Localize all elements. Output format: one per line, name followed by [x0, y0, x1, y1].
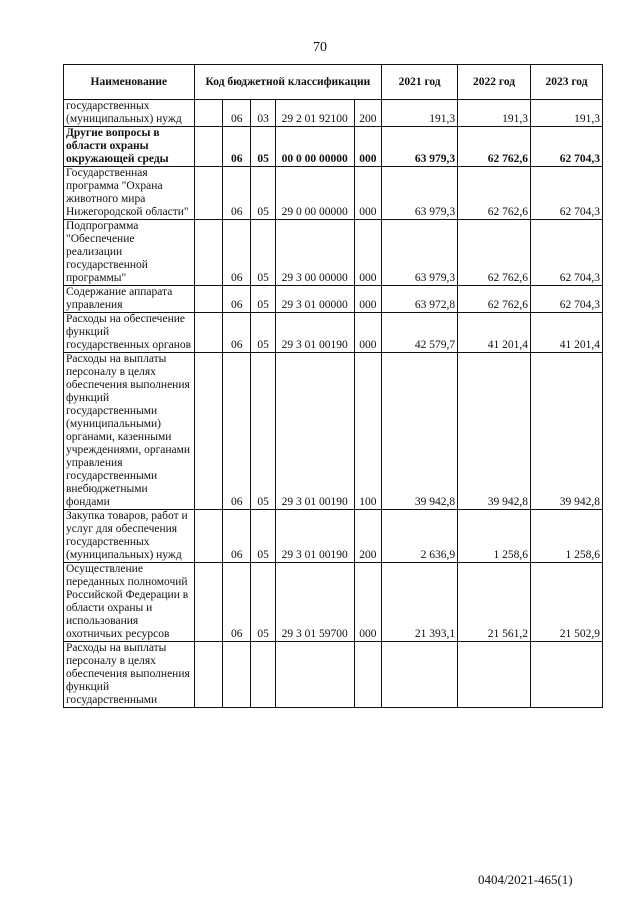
row-empty-cell	[194, 127, 222, 167]
row-expense-type: 100	[354, 353, 381, 510]
row-value-2023: 62 704,3	[531, 286, 603, 313]
row-value-2022: 21 561,2	[458, 563, 531, 642]
row-value-2022: 1 258,6	[458, 510, 531, 563]
row-value-2023: 1 258,6	[531, 510, 603, 563]
row-target-code: 29 3 01 00190	[275, 353, 354, 510]
row-section: 06	[223, 313, 251, 353]
row-name: Государственная программа "Охрана животного мира Нижегородской области"	[64, 167, 195, 220]
row-value-2022: 62 762,6	[458, 127, 531, 167]
row-subsection: 05	[251, 127, 275, 167]
header-2023: 2023 год	[531, 65, 603, 100]
header-2021: 2021 год	[382, 65, 458, 100]
table-row	[64, 313, 603, 353]
document-reference: 0404/2021-465(1)	[478, 872, 573, 887]
row-value-2021: 42 579,7	[382, 313, 458, 353]
row-target-code	[275, 642, 354, 708]
row-section: 06	[223, 100, 251, 127]
header-name: Наименование	[64, 65, 195, 100]
table-row	[64, 642, 603, 708]
row-target-code: 29 3 01 00190	[275, 510, 354, 563]
row-expense-type: 000	[354, 220, 381, 286]
row-name: Содержание аппарата управления	[64, 286, 195, 313]
row-value-2021: 63 979,3	[382, 220, 458, 286]
page-number: 70	[313, 40, 327, 55]
row-name: Осуществление переданных полномочий Российской Федерации в области охраны и использования охотничьих ресурсов	[64, 563, 195, 642]
row-empty-cell	[194, 100, 222, 127]
row-value-2021: 39 942,8	[382, 353, 458, 510]
row-value-2023: 191,3	[531, 100, 603, 127]
table-row	[64, 100, 603, 127]
row-expense-type: 200	[354, 510, 381, 563]
row-subsection: 05	[251, 510, 275, 563]
row-target-code: 29 2 01 92100	[275, 100, 354, 127]
row-section	[223, 642, 251, 708]
row-target-code: 29 0 00 00000	[275, 167, 354, 220]
row-expense-type: 000	[354, 563, 381, 642]
row-value-2021: 63 979,3	[382, 127, 458, 167]
row-target-code: 29 3 00 00000	[275, 220, 354, 286]
table-row	[64, 167, 603, 220]
row-value-2022: 62 762,6	[458, 167, 531, 220]
row-section: 06	[223, 127, 251, 167]
row-value-2023: 39 942,8	[531, 353, 603, 510]
row-subsection: 05	[251, 220, 275, 286]
table-body	[64, 100, 603, 708]
table-row	[64, 127, 603, 167]
row-expense-type: 000	[354, 127, 381, 167]
row-value-2021	[382, 642, 458, 708]
row-value-2021: 63 972,8	[382, 286, 458, 313]
row-expense-type: 000	[354, 313, 381, 353]
table-row	[64, 353, 603, 510]
table-row	[64, 220, 603, 286]
row-value-2023	[531, 642, 603, 708]
row-name: государственных (муниципальных) нужд	[64, 100, 195, 127]
row-subsection: 05	[251, 167, 275, 220]
row-section: 06	[223, 286, 251, 313]
table-row	[64, 286, 603, 313]
row-name: Расходы на выплаты персоналу в целях обеспечения выполнения функций государственными (муниципальными) органами, казенными учреждениями, органами управления государственными внебюджетными фондами	[64, 353, 195, 510]
row-empty-cell	[194, 510, 222, 563]
row-value-2021: 2 636,9	[382, 510, 458, 563]
row-empty-cell	[194, 642, 222, 708]
row-value-2021: 191,3	[382, 100, 458, 127]
row-expense-type: 200	[354, 100, 381, 127]
row-name: Расходы на выплаты персоналу в целях обеспечения выполнения функций государственными	[64, 642, 195, 708]
row-empty-cell	[194, 353, 222, 510]
row-name: Расходы на обеспечение функций государственных органов	[64, 313, 195, 353]
row-name: Другие вопросы в области охраны окружающей среды	[64, 127, 195, 167]
header-2022: 2022 год	[458, 65, 531, 100]
row-section: 06	[223, 167, 251, 220]
row-empty-cell	[194, 313, 222, 353]
table-row	[64, 563, 603, 642]
row-empty-cell	[194, 167, 222, 220]
row-subsection: 05	[251, 313, 275, 353]
row-expense-type: 000	[354, 286, 381, 313]
row-value-2022	[458, 642, 531, 708]
row-value-2022: 62 762,6	[458, 220, 531, 286]
budget-table	[63, 64, 603, 708]
row-value-2023: 62 704,3	[531, 220, 603, 286]
row-subsection	[251, 642, 275, 708]
header-row	[64, 65, 603, 100]
row-empty-cell	[194, 286, 222, 313]
row-value-2022: 191,3	[458, 100, 531, 127]
row-expense-type: 000	[354, 167, 381, 220]
row-value-2022: 62 762,6	[458, 286, 531, 313]
row-value-2021: 63 979,3	[382, 167, 458, 220]
row-section: 06	[223, 220, 251, 286]
table-row	[64, 510, 603, 563]
header-code: Код бюджетной классификации	[194, 65, 381, 100]
row-subsection: 03	[251, 100, 275, 127]
row-target-code: 29 3 01 59700	[275, 563, 354, 642]
row-section: 06	[223, 353, 251, 510]
row-empty-cell	[194, 220, 222, 286]
row-value-2023: 62 704,3	[531, 167, 603, 220]
row-section: 06	[223, 510, 251, 563]
row-name: Закупка товаров, работ и услуг для обеспечения государственных (муниципальных) нужд	[64, 510, 195, 563]
row-value-2023: 62 704,3	[531, 127, 603, 167]
row-value-2021: 21 393,1	[382, 563, 458, 642]
row-value-2022: 39 942,8	[458, 353, 531, 510]
row-expense-type	[354, 642, 381, 708]
row-target-code: 29 3 01 00190	[275, 313, 354, 353]
row-subsection: 05	[251, 286, 275, 313]
row-value-2022: 41 201,4	[458, 313, 531, 353]
row-value-2023: 41 201,4	[531, 313, 603, 353]
row-empty-cell	[194, 563, 222, 642]
row-subsection: 05	[251, 563, 275, 642]
row-subsection: 05	[251, 353, 275, 510]
row-target-code: 29 3 01 00000	[275, 286, 354, 313]
row-section: 06	[223, 563, 251, 642]
row-value-2023: 21 502,9	[531, 563, 603, 642]
row-target-code: 00 0 00 00000	[275, 127, 354, 167]
row-name: Подпрограмма "Обеспечение реализации государственной программы"	[64, 220, 195, 286]
